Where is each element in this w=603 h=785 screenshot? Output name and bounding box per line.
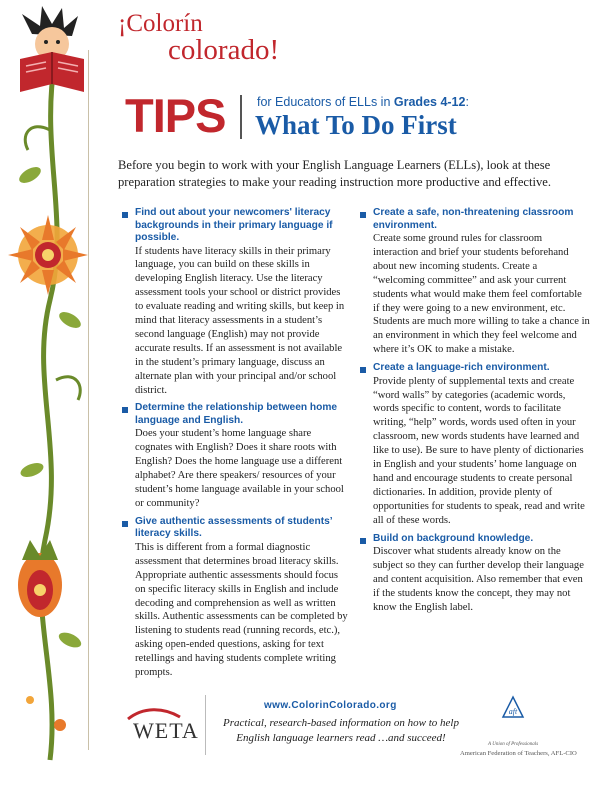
tip-title: Create a safe, non-threatening classroom environment. [373,207,574,231]
border-rule [88,50,89,750]
grades-label: Grades 4-12 [393,95,466,109]
tip-title: Build on background knowledge. [373,532,534,544]
tip-item [358,207,590,357]
tip-item [358,362,590,527]
aft-logo-icon [500,695,526,721]
left-column [120,207,348,685]
subtitle-prefix: for Educators of ELLs in [257,95,394,109]
bullet-icon [122,407,128,413]
sun-flower-icon [8,215,88,295]
intro-paragraph: Before you begin to work with your English Language Learners (ELLs), look at these preparation strategies to make your reading instruction more productive and effective. [118,158,552,189]
floral-vine-border [0,0,100,785]
tip-title: Find out about your newcomers' literacy backgrounds in their primary language if possible. [135,207,333,243]
bullet-icon [360,538,366,544]
tip-item [120,402,348,510]
aft-organization-name: American Federation of Teachers, AFL-CIO [460,750,577,757]
right-column [358,207,590,620]
bullet-icon [360,212,366,218]
aft-logo-text: aft [508,707,518,716]
bullet-icon [360,367,366,373]
aft-union-label: A Union of Professionals [488,742,539,747]
tip-title: Determine the relationship between home language and English. [135,402,338,426]
tip-body: If students have literacy skills in their primary language, you can build on these skills in developing English literacy. Use the literacy assessment tools your school or district provides to evaluate reading and writing skills, but keep in mind that literacy assessments in a student’s second language (English) may not provide accurate results. If an assessment is not available in the student’s primary language, discuss an alternate plan with your principal and/or school district. [135,245,345,396]
footer-tagline: Practical, research-based information on how to help English language learners read …and succeed! [223,717,459,744]
tips-heading: TIPS [125,89,226,142]
tip-body: This is different from a formal diagnostic assessment that determines broad literacy skills. Appropriate authentic assessments should focus on specific literacy skills in English and include decoding and comprehension as well as written skills. Authentic assessments can be completed by listening to students read (running records, etc.), asking open-ended questions, asking for text retellings and having students complete writing prompts. [135,541,348,679]
logo-line2: colorado! [168,34,280,66]
bullet-icon [122,212,128,218]
flower-bud-icon [18,540,62,617]
tip-title: Create a language-rich environment. [373,362,550,374]
website-link[interactable]: www.ColorinColorado.org [264,700,397,711]
weta-wordmark: WETA [133,718,199,743]
header-subtitle [257,95,469,109]
page-title: What To Do First [255,110,457,140]
reading-child-icon [20,6,84,92]
tip-body: Does your student’s home language share cognates with English? Does it share roots with English? Does the home language use a different alphabet? Are there speakers/ resources of your student’s home language available in your school or community? [135,428,344,509]
tip-item [120,516,348,680]
header-divider [240,95,242,139]
tip-item [120,207,348,397]
tip-body: Create some ground rules for classroom interaction and brief your students beforehand about new incoming students. Create a “welcoming committee” and ask your current students what would make them feel comfortable if they were going to a new environment, etc. Students are much more willing to take a chance in an environment in which they feel welcome and where it’s OK to make a mistake. [373,233,590,356]
subtitle-suffix: : [465,95,469,109]
bullet-icon [122,521,128,527]
tip-item [358,533,590,615]
tip-title: Give authentic assessments of students’ literacy skills. [135,515,333,540]
tip-body: Discover what students already know on the subject so they can further develop their language and content acquisition. Also remember that even if the students know the concept, they may not know the English label. [373,546,584,613]
logo-line1: ¡Colorín [118,10,203,37]
footer-divider [205,695,206,755]
tip-body: Provide plenty of supplemental texts and create “word walls” by categories (academic words, words specific to content, words to facilitate writing, “help” words, words used often in your classroom, new words students have learned and like to use). Be sure to have plenty of dictionaries in English and your students’ home language on hand and encourage students to create personal dictionaries. In addition, provide plenty of opportunities for students to speak, read and write all of these words. [373,375,585,526]
